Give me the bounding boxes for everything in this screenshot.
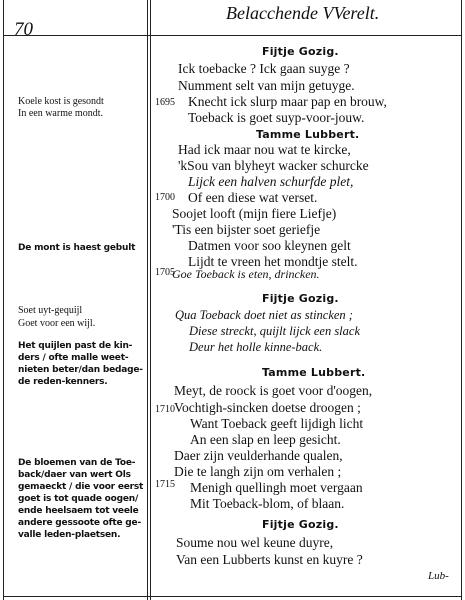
margin-note: In een warme mondt. — [18, 108, 103, 119]
margin-note: De bloemen van de Toe- — [18, 458, 136, 468]
verse-line: An een slap en leep gesicht. — [190, 432, 341, 447]
verse-line: 'kSou van blyheyt wacker schurcke — [178, 158, 369, 173]
verse-line: Lijdt te vreen het mondtje stelt. — [188, 254, 358, 269]
header-rule — [3, 35, 462, 36]
margin-note: de reden-kenners. — [18, 377, 108, 387]
margin-note: ende heelsaem tot veele — [18, 506, 139, 516]
verse-line: 'Tis een bijster soet geriefje — [172, 222, 321, 237]
speaker-heading: Tamme Lubbert. — [256, 128, 360, 141]
line-number: 1695 — [155, 97, 175, 108]
speaker-heading: Fijtje Gozig. — [262, 292, 339, 305]
margin-note: ders / ofte malle weet- — [18, 353, 129, 363]
verse-line: Of een diese wat verset. — [188, 190, 318, 205]
verse-line: Deur het holle kinne-back. — [189, 340, 323, 354]
verse-line: Die te langh zijn om verhalen ; — [174, 464, 342, 479]
verse-line: Diese streckt, quijlt lijck een slack — [189, 324, 361, 338]
margin-note: Soet uyt-gequijl — [18, 305, 83, 316]
verse-line: Lijck een halven schurfde plet, — [188, 174, 354, 189]
verse-line: Soume nou wel keune duyre, — [176, 535, 334, 550]
speaker-heading: Fijtje Gozig. — [262, 45, 339, 58]
margin-note: back/daer van wert Ols — [18, 470, 131, 480]
margin-note: Het quijlen past de kin- — [18, 341, 133, 351]
verse-line: Toeback is goet suyp-voor-jouw. — [188, 110, 365, 125]
outer-right-rule — [461, 0, 462, 600]
margin-column-rule-inner — [150, 0, 151, 600]
line-number: 1710 — [155, 404, 175, 415]
footer-rule — [3, 596, 462, 597]
verse-line: Mit Toeback-blom, of blaan. — [190, 496, 345, 511]
margin-note: Goet voor een wijl. — [18, 318, 96, 329]
line-number: 1715 — [155, 479, 175, 490]
verse-line: Van een Lubberts kunst en kuyre ? — [176, 552, 363, 567]
verse-line: Datmen voor soo kleynen gelt — [188, 238, 351, 253]
verse-line: Menigh quellingh moet vergaan — [190, 480, 363, 495]
margin-note: valle leden-plaetsen. — [18, 530, 121, 540]
verse-line: Meyt, de roock is goet voor d'oogen, — [174, 383, 373, 398]
outer-left-rule — [3, 0, 4, 600]
verse-line: Soojet looft (mijn fiere Liefje) — [172, 206, 337, 221]
catchword: Lub- — [428, 570, 449, 582]
margin-column-rule — [147, 0, 148, 600]
verse-line: Qua Toeback doet niet as stincken ; — [175, 308, 353, 322]
verse-line: Had ick maar nou wat te kircke, — [178, 142, 351, 157]
verse-line: Goe Toeback is eten, drincken. — [172, 267, 320, 281]
verse-line: Ick toebacke ? Ick gaan suyge ? — [178, 61, 350, 76]
verse-line: Vochtigh-sincken doetse droogen ; — [174, 400, 361, 415]
speaker-heading: Tamme Lubbert. — [262, 366, 366, 379]
margin-note: Koele kost is gesondt — [18, 96, 104, 107]
verse-line: Want Toeback geeft lijdigh licht — [190, 416, 364, 431]
line-number: 1705 — [155, 267, 175, 278]
line-number: 1700 — [155, 192, 175, 203]
margin-note: nieten beter/dan bedage- — [18, 365, 143, 375]
verse-line: Numment selt van mijn getuyge. — [178, 78, 355, 93]
verse-line: Knecht ick slurp maar pap en brouw, — [188, 94, 387, 109]
running-head: Belacchende VVerelt. — [226, 3, 380, 23]
page-number: 70 — [14, 19, 33, 40]
margin-note: goet is tot quade oogen/ — [18, 494, 139, 504]
margin-note: andere gessoote ofte ge- — [18, 518, 141, 528]
speaker-heading: Fijtje Gozig. — [262, 518, 339, 531]
verse-line: Daer zijn veulderhande qualen, — [174, 448, 343, 463]
margin-note: De mont is haest gebult — [18, 243, 136, 253]
margin-note: gemaeckt / die voor eerst — [18, 482, 144, 492]
